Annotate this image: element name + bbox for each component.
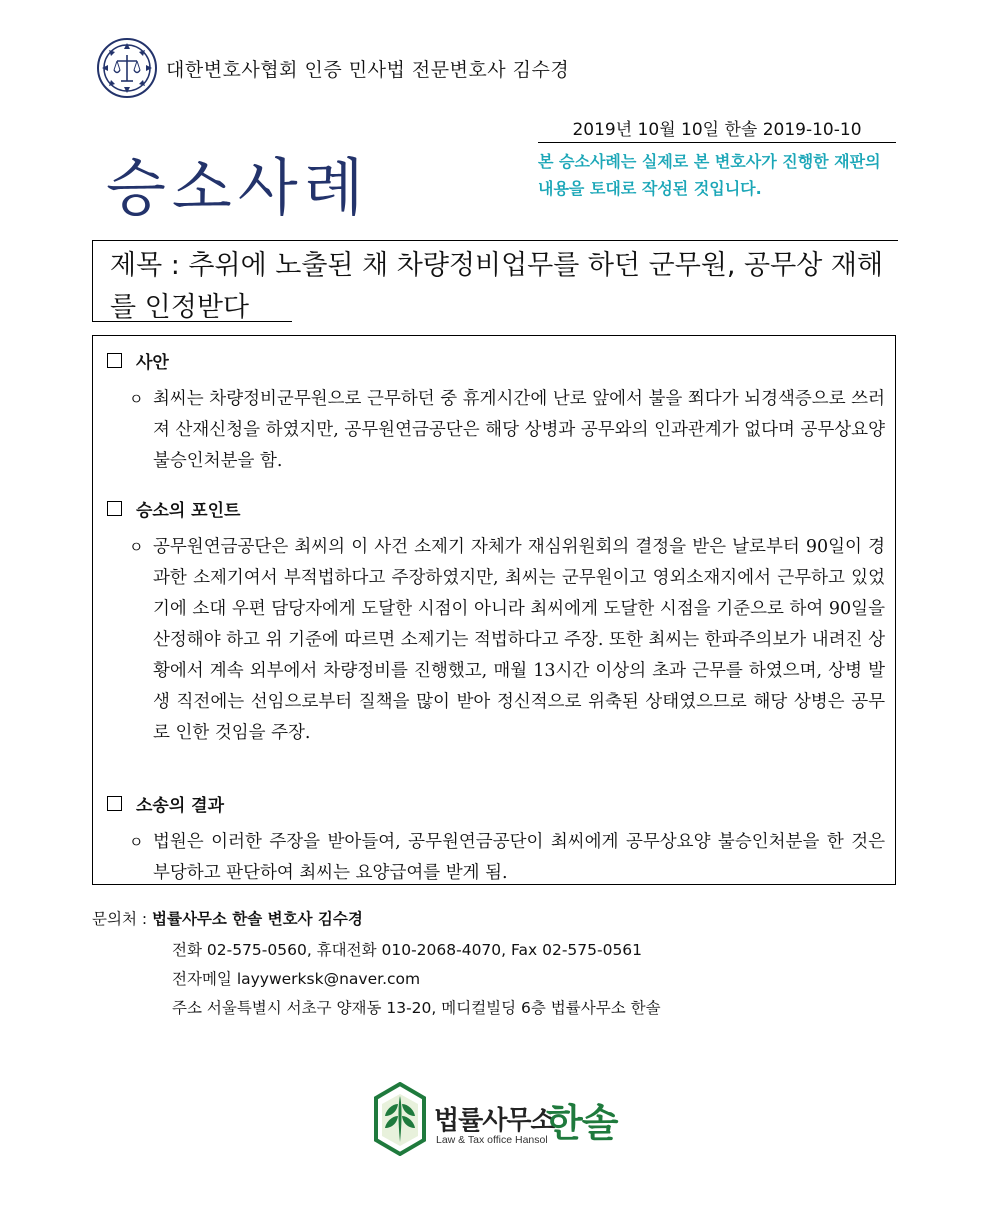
contact-phone: 전화 02-575-0560, 휴대전화 010-2068-4070, Fax 02-575-0561	[172, 941, 643, 959]
contact-label: 문의처 :	[92, 910, 152, 928]
section-item-points	[129, 532, 885, 749]
bullet-icon: ㅇ	[129, 833, 144, 851]
section-heading-label: 소송의 결과	[136, 796, 225, 816]
contact-label-line	[92, 907, 363, 929]
section-item-facts	[129, 384, 885, 477]
checkbox-square-icon	[107, 501, 122, 516]
contact-address: 주소 서울특별시 서초구 양재동 13-20, 메디컬빌딩 6층 법률사무소 한솔	[172, 999, 661, 1017]
section-heading-label: 승소의 포인트	[136, 501, 241, 521]
contact-office: 법률사무소 한솔 변호사 김수경	[152, 910, 363, 928]
checkbox-square-icon	[107, 353, 122, 368]
subject-top-divider	[92, 240, 898, 241]
section-text: 공무원연금공단은 최씨의 이 사건 소제기 자체가 재심위원회의 결정을 받은 날로부터 90일이 경과한 소제기여서 부적법하다고 주장하였지만, 최씨는 군무원이고 영외소재지에서 근무하고 있었기에 소대 우편 담당자에게 도달한 시점이 아니라 최씨에게 도달한 시점을 기준으로 하여 90일을 산정해야 하고 위 기준에 따르면 소제기는 적법하다고 주장. 또한 최씨는 한파주의보가 내려진 상황에서 계속 외부에서 차량정비를 진행했고, 매월 13시간 이상의 초과 근무를 하였으며, 상병 발생 직전에는 선임으로부터 질책을 많이 받아 정신적으로 위축된 상태였으므로 해당 상병은 공무로 인한 것임을 주장.	[153, 537, 885, 743]
logo-text-en: Law & Tax office Hansol	[436, 1134, 548, 1146]
bullet-icon: ㅇ	[129, 538, 144, 556]
logo-text-kr-small: 법률사무소	[434, 1106, 555, 1136]
date-line: 2019년 10월 10일 한솔 2019-10-10	[538, 115, 896, 143]
section-heading-points	[107, 496, 240, 521]
section-heading-facts	[107, 348, 169, 373]
section-heading-label: 사안	[136, 353, 169, 373]
bullet-icon: ㅇ	[129, 390, 144, 408]
notice-text: 본 승소사례는 실제로 본 변호사가 진행한 재판의 내용을 토대로 작성된 것입니다.	[538, 152, 881, 198]
logo-text-kr-big: 한솔	[546, 1101, 618, 1145]
section-item-result	[129, 827, 885, 889]
hansol-pine-logo-icon	[372, 1082, 428, 1156]
section-text: 최씨는 차량정비군무원으로 근무하던 중 휴게시간에 난로 앞에서 불을 쬐다가 뇌경색증으로 쓰러져 산재신청을 하였지만, 공무원연금공단은 해당 상병과 공무와의 인과관계가 없다며 공무상요양 불승인처분을 함.	[153, 389, 885, 471]
subject-title: 제목 : 추위에 노출된 채 차량정비업무를 하던 군무원, 공무상 재해를 인정받다	[110, 250, 884, 323]
case-summary-box	[92, 335, 896, 885]
section-heading-result	[107, 791, 224, 816]
contact-email: 전자메일 layywerksk@naver.com	[172, 970, 421, 988]
bar-association-seal-icon	[96, 37, 158, 99]
section-text: 법원은 이러한 주장을 받아들여, 공무원연금공단이 최씨에게 공무상요양 불승인처분을 한 것은 부당하고 판단하여 최씨는 요양급여를 받게 됨.	[153, 832, 885, 883]
page-title: 승소사례	[106, 151, 370, 224]
subject-left-divider	[92, 240, 93, 322]
org-certification-line: 대한변호사협회 인증 민사법 전문변호사 김수경	[166, 59, 570, 81]
checkbox-square-icon	[107, 796, 122, 811]
subject-bottom-divider	[92, 321, 292, 322]
